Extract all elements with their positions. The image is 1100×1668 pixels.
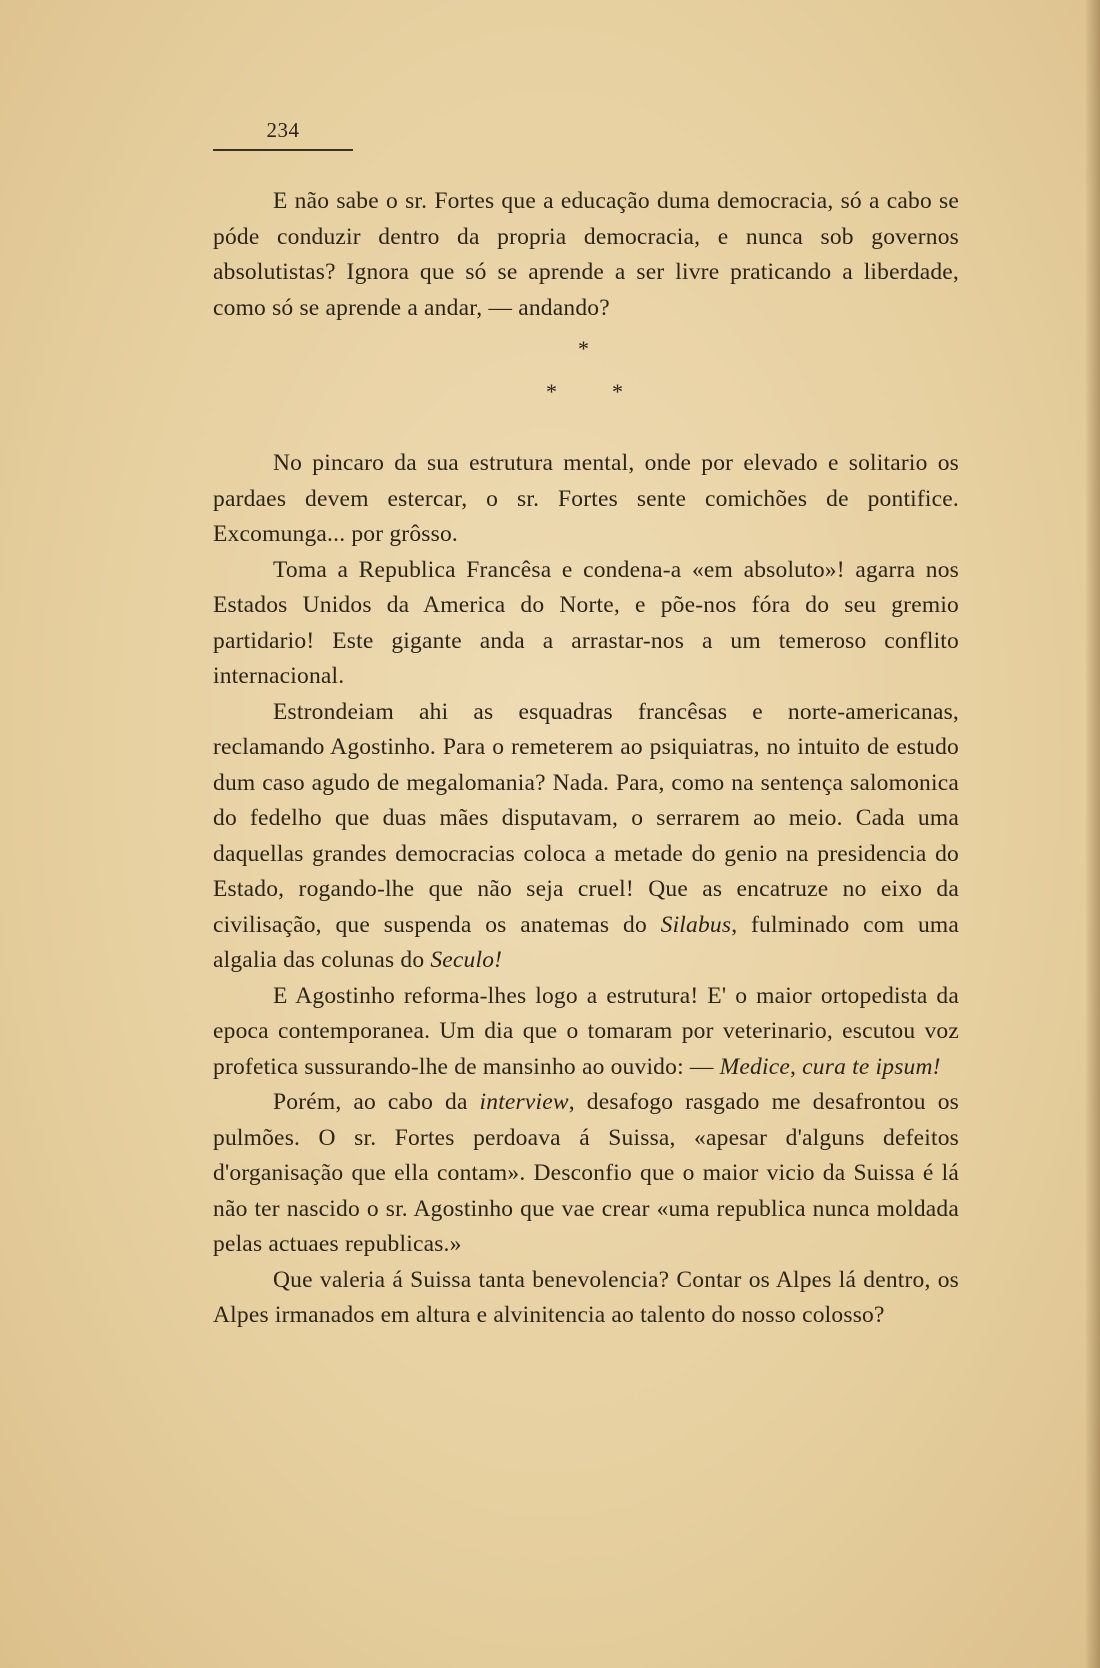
paragraph: [213, 1263, 959, 1334]
header-rule: [213, 149, 353, 151]
paragraph-text: E Agostinho reforma-lhes logo a estrutura! E' o maior ortopedista da epoca contemporanea. Um dia que o tomaram por veterinario, escutou voz profetica sussurando-lhe de mansinho ao ouvido: —: [213, 982, 959, 1080]
italic-text: Medice, cura te ipsum!: [719, 1053, 941, 1080]
paragraph-text: Porém, ao cabo da: [273, 1089, 480, 1115]
section-separator: [213, 326, 959, 446]
paragraph-text: No pincaro da sua estrutura mental, onde por elevado e solitario os pardaes devem estercar, o sr. Fortes sente comichões de pontifice. Excomunga... por grôsso.: [213, 450, 959, 547]
paragraph: [213, 979, 959, 1086]
paragraph-text: Toma a Republica Francêsa e condena-a «em absoluto»! agarra nos Estados Unidos da America do Norte, e põe-nos fóra do seu gremio partidario! Este gigante anda a arrastar-nos a um temeroso conflito internacional.: [213, 556, 959, 689]
asterisk: *: [612, 379, 624, 404]
italic-text: interview: [479, 1089, 569, 1115]
paragraph: [213, 184, 959, 326]
italic-text: Seculo!: [430, 947, 503, 973]
asterisk: *: [578, 336, 590, 361]
paragraph-text: Que valeria á Suissa tanta benevolencia? Contar os Alpes lá dentro, os Alpes irmanados em altura e alvinitencia ao talento do nosso colosso?: [213, 1266, 959, 1328]
paragraph: [213, 553, 959, 695]
paragraph: [213, 695, 959, 979]
paragraph: [213, 446, 959, 553]
paragraph-text: E não sabe o sr. Fortes que a educação duma democracia, só a cabo se póde conduzir dentro da propria democracia, e nunca sob governos absolutistas? Ignora que só se aprende a ser livre praticando a liberdade, como só se aprende a andar, — andando?: [213, 188, 959, 321]
paragraph-text: , fulminado com uma algalia das colunas do: [213, 911, 959, 973]
paragraph: [213, 1085, 959, 1263]
paragraph-text: Estrondeiam ahi as esquadras francêsas e norte-americanas, reclamando Agostinho. Para o remeterem ao psiquiatras, no intuito de estudo dum caso agudo de megalomania? Nada. Para, como na sentença salomonica do fedelho que duas mães disputavam, o serrarem ao meio. Cada uma daquellas grandes democracias coloca a metade do genio na presidencia do Estado, rogando-lhe que não seja cruel! Que as encatruze no eixo da civilisação, que suspenda os anatemas do: [213, 698, 959, 938]
page-edge: [1086, 0, 1100, 1668]
page-header: [213, 118, 353, 151]
page-number: 234: [266, 118, 300, 142]
paragraph-text: , desafogo rasgado me desafrontou os pulmões. O sr. Fortes perdoava á Suissa, «apesar d'alguns defeitos d'organisação que ella contam». Desconfio que o maior vicio da Suissa é lá não ter nascido o sr. Agostinho que vae crear «uma republica nunca moldada pelas actuaes republicas.»: [213, 1089, 959, 1257]
asterisk: *: [546, 379, 558, 404]
italic-text: Silabus: [660, 911, 732, 938]
body-text: [213, 184, 959, 1334]
